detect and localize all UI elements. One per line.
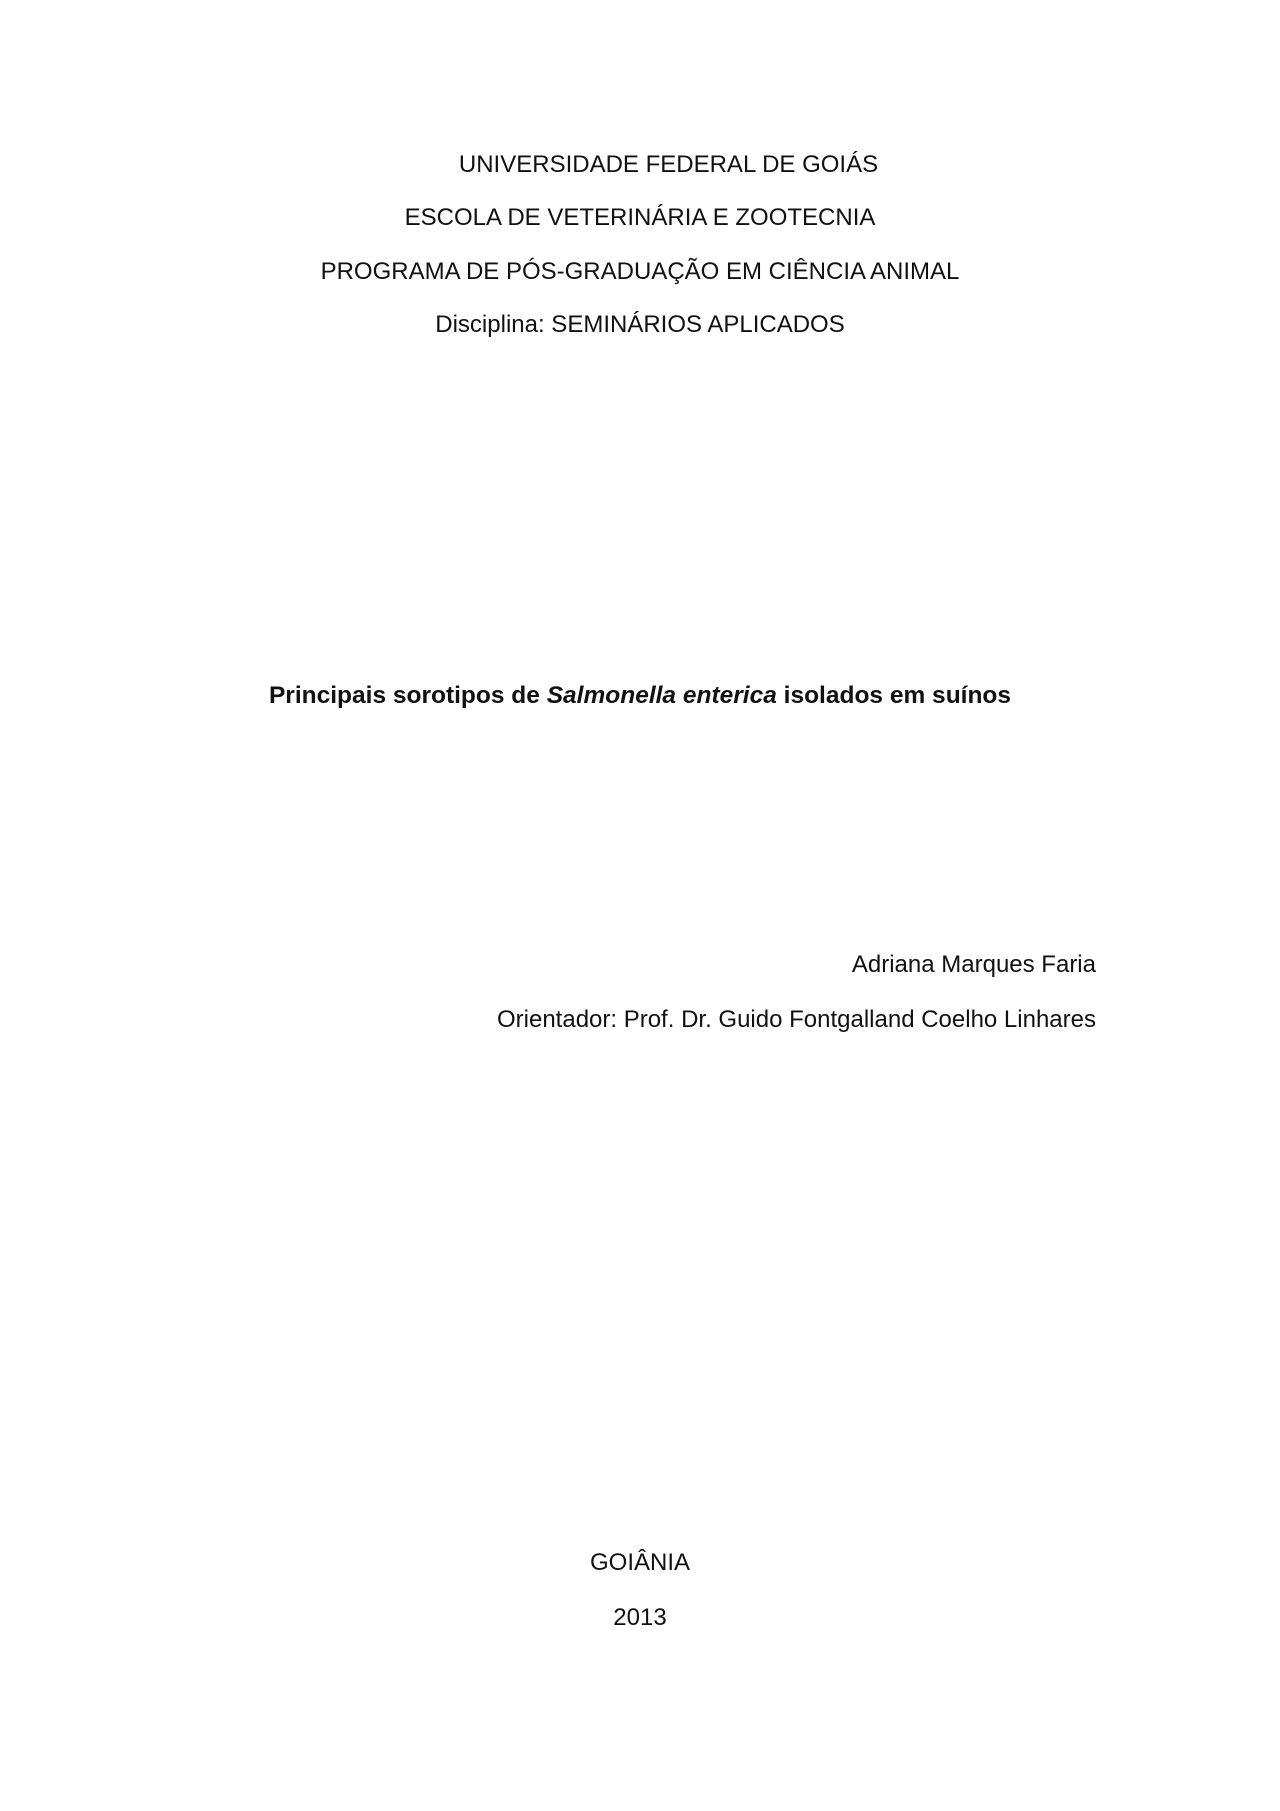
university-name: UNIVERSIDADE FEDERAL DE GOIÁS [458, 151, 879, 178]
title-prefix: Principais sorotipos de [268, 682, 547, 709]
discipline-name: Disciplina: SEMINÁRIOS APLICADOS [435, 311, 845, 338]
author-name: Adriana Marques Faria [851, 951, 1096, 978]
school-name: ESCOLA DE VETERINÁRIA E ZOOTECNIA [404, 204, 876, 231]
title-species: Salmonella enterica [546, 682, 777, 709]
document-title [0, 681, 1280, 711]
advisor-name: Orientador: Prof. Dr. Guido Fontgalland Coelho Linhares [496, 1006, 1096, 1033]
year: 2013 [613, 1604, 667, 1631]
city-name: GOIÂNIA [589, 1549, 691, 1576]
program-name: PROGRAMA DE PÓS-GRADUAÇÃO EM CIÊNCIA ANIMAL [320, 258, 960, 285]
title-suffix: isolados em suínos [776, 682, 1012, 709]
